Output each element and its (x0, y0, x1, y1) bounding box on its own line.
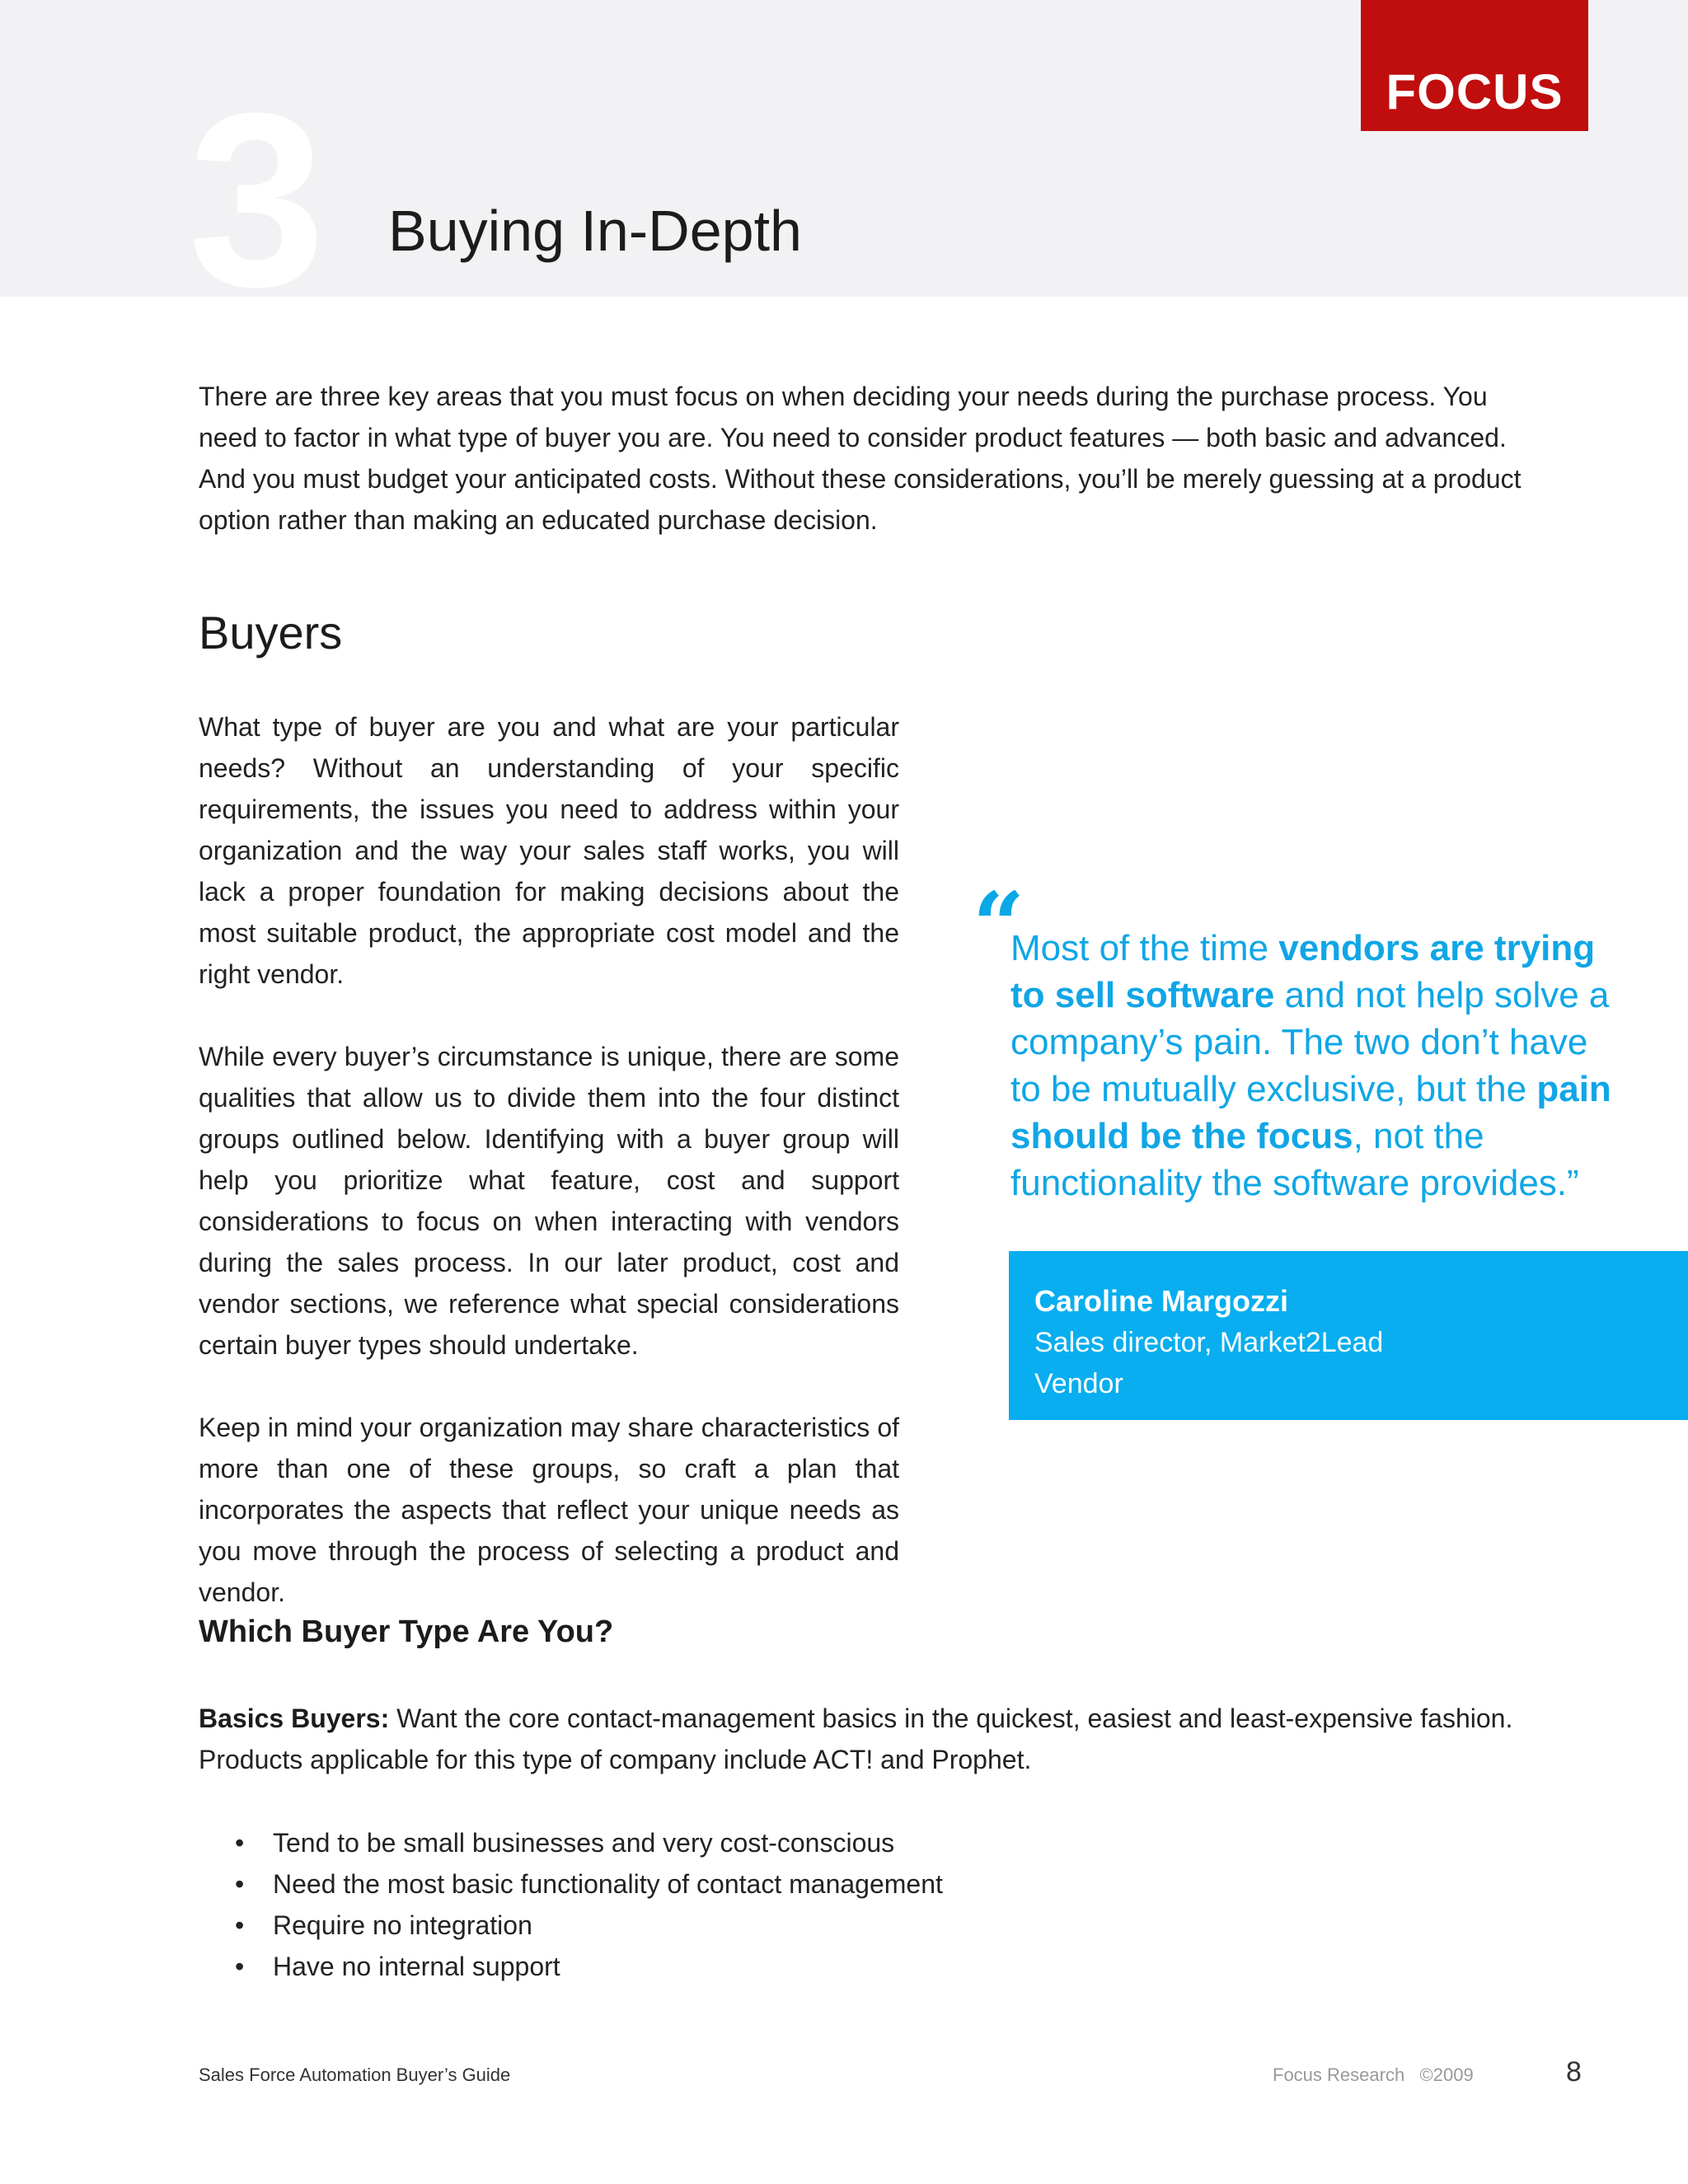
quote-emphasis: vendors are trying to sell software (1010, 928, 1596, 1015)
basics-buyers-paragraph (199, 1698, 1583, 1780)
focus-logo-text: FOCUS (1386, 64, 1564, 120)
bullet-icon: • (235, 1910, 245, 1940)
quote-text (1010, 925, 1620, 1207)
list-item (199, 1946, 943, 1987)
bullet-icon: • (235, 1952, 245, 1981)
attribution-type: Vendor (1034, 1368, 1123, 1399)
list-item-text: Have no internal support (273, 1952, 560, 1981)
list-item-text: Tend to be small businesses and very cost-conscious (273, 1828, 895, 1858)
page-number: 8 (1566, 2056, 1582, 2088)
footer-copyright: ©2009 (1419, 2064, 1474, 2085)
buyers-body (199, 706, 899, 1654)
basics-buyers-list (199, 1822, 943, 1987)
chapter-header (0, 0, 1688, 297)
list-item (199, 1863, 943, 1905)
bullet-icon: • (235, 1869, 245, 1899)
intro-paragraph: There are three key areas that you must focus on when deciding your needs during the purchase process. You need to factor in what type of buyer you are. You need to consider product features — both basic and advanced. And you must budget your anticipated costs. Without these considerations, you’ll be merely guessing at a product option rather than making an educated purchase decision. (199, 382, 1522, 535)
footer-publisher: Focus Research (1273, 2064, 1405, 2085)
chapter-title: Buying In-Depth (388, 199, 802, 263)
list-item-text: Require no integration (273, 1910, 532, 1940)
list-item (199, 1822, 943, 1863)
chapter-number: 3 (188, 61, 317, 297)
quote-attribution (1009, 1251, 1688, 1420)
bullet-icon: • (235, 1828, 245, 1858)
quote-segment: , not the functionality the software provides.” (1010, 1116, 1579, 1203)
footer-credit (1273, 2063, 1474, 2088)
footer-guide-title: Sales Force Automation Buyer’s Guide (199, 2064, 511, 2085)
quote-segment: Most of the time (1010, 928, 1279, 968)
buyers-paragraph: Keep in mind your organization may share characteristics of more than one of these groups, so craft a plan that incorporates the aspects that reflect your unique needs as you move through the process of selecting a product and vendor. (199, 1413, 899, 1607)
buyers-paragraph: What type of buyer are you and what are your particular needs? Without an understanding of your specific requirements, the issues you need to address within your organization and the way your sales staff works, you will lack a proper foundation for making decisions about the most suitable product, the appropriate cost model and the right vendor. (199, 712, 899, 989)
buyers-paragraph: While every buyer’s circumstance is unique, there are some qualities that allow us to divide them into the four distinct groups outlined below. Identifying with a buyer group will help you prioritize what feature, cost and support considerations to focus on when interacting with vendors during the sales process. In our later product, cost and vendor sections, we reference what special considerations certain buyer types should undertake. (199, 1042, 899, 1360)
quote-emphasis: pain should be the focus (1010, 1069, 1611, 1156)
section-heading-buyers: Buyers (199, 607, 343, 658)
focus-logo (1361, 0, 1588, 131)
quote-segment: and not help solve a company’s pain. The two don’t have to be mutually exclusive, but the (1010, 975, 1610, 1109)
list-item (199, 1905, 943, 1946)
list-item-text: Need the most basic functionality of contact management (273, 1869, 943, 1899)
basics-buyers-text: Want the core contact-management basics in the quickest, easiest and least-expensive fashion. Products applicable for this type of company include ACT! and Prophet. (199, 1704, 1513, 1774)
quote-mark-icon: “ (973, 872, 1025, 978)
attribution-name: Caroline Margozzi (1034, 1284, 1289, 1318)
buyer-type-heading: Which Buyer Type Are You? (199, 1615, 614, 1649)
basics-buyers-label: Basics Buyers: (199, 1704, 390, 1733)
attribution-role: Sales director, Market2Lead (1034, 1327, 1384, 1358)
